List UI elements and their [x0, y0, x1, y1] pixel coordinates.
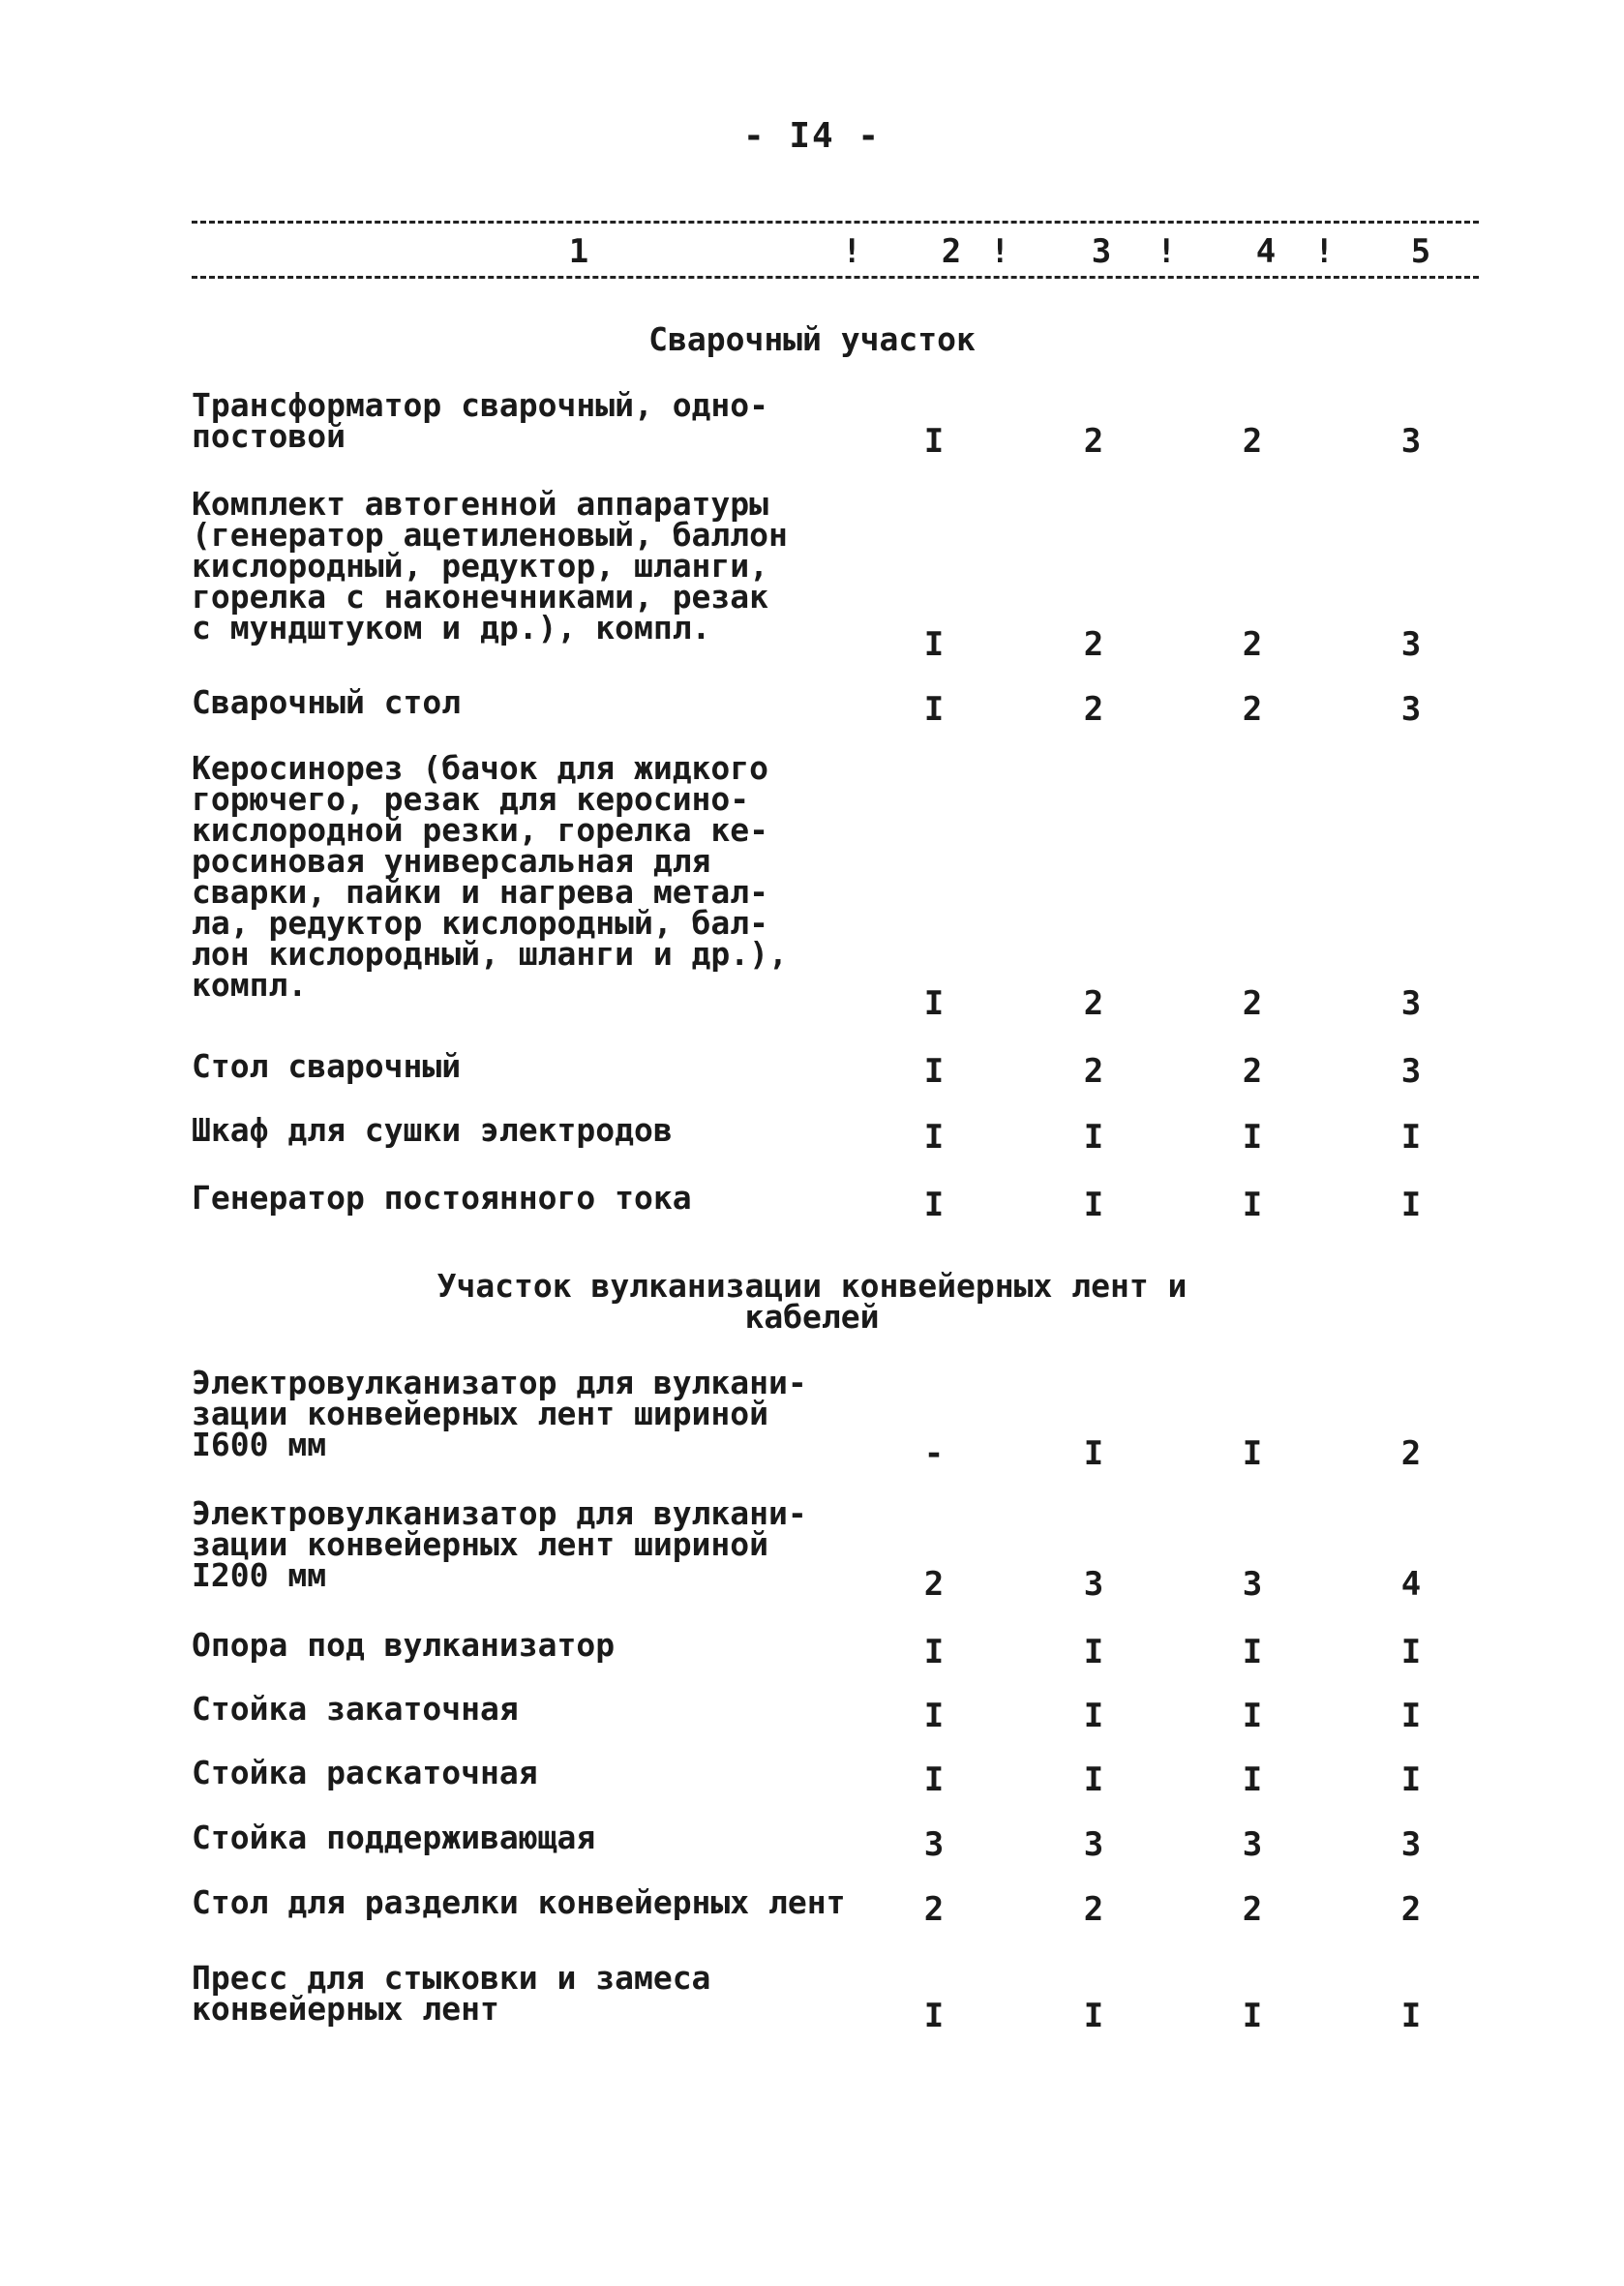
value-col-2: I [923, 984, 945, 1023]
value-col-2: 2 [923, 1890, 945, 1929]
table-row [192, 683, 1479, 729]
value-col-5: 3 [1400, 690, 1422, 729]
page-number: - I4 - [742, 116, 882, 156]
value-col-3: 2 [1083, 422, 1104, 461]
table-row [192, 1047, 1479, 1091]
column-header-4: 4 [1255, 232, 1277, 271]
item-name: Стойка закаточная [192, 1690, 519, 1728]
column-header-1: 1 [568, 232, 589, 271]
item-name: Опора под вулканизатор [192, 1626, 616, 1664]
value-col-5: 3 [1400, 422, 1422, 461]
value-col-3: 3 [1083, 1825, 1104, 1864]
table-row [192, 1883, 1479, 1929]
item-name: Сварочный стол [192, 683, 462, 721]
item-name: Стол сварочный [192, 1047, 462, 1085]
item-name: Трансформатор сварочный, одно- постовой [192, 386, 769, 455]
value-col-3: I [1083, 1760, 1104, 1799]
column-header-5: 5 [1410, 232, 1431, 271]
value-col-5: 2 [1400, 1890, 1422, 1929]
value-col-3: I [1083, 1118, 1104, 1157]
item-name: Керосинорез (бачок для жидкого горючего, резак для керосино- кислородной резки, горелка ке- росиновая универсальная для сварки, пайки и нагрева метал- ла, редуктор кислородный, бал- лон кислородный, шланги и др.), компл. [192, 749, 788, 1004]
value-col-2: I [923, 1760, 945, 1799]
value-col-2: I [923, 1997, 945, 2035]
value-col-4: I [1242, 1186, 1263, 1224]
value-col-5: I [1400, 1633, 1422, 1671]
table-row [192, 1626, 1479, 1671]
value-col-3: 2 [1083, 1890, 1104, 1929]
column-header-2: 2 [941, 232, 962, 271]
table-header-top-rule [192, 221, 1479, 224]
value-col-2: I [923, 625, 945, 664]
value-col-2: I [923, 690, 945, 729]
value-col-3: I [1083, 1997, 1104, 2035]
value-col-4: 2 [1242, 422, 1263, 461]
value-col-3: I [1083, 1434, 1104, 1473]
value-col-3: 2 [1083, 984, 1104, 1023]
value-col-5: 3 [1400, 1825, 1422, 1864]
value-col-5: 2 [1400, 1434, 1422, 1473]
item-name: Стол для разделки конвейерных лент [192, 1883, 846, 1921]
table-row [192, 1819, 1479, 1864]
value-col-4: I [1242, 1633, 1263, 1671]
value-col-2: 2 [923, 1565, 945, 1604]
table-row [192, 1690, 1479, 1735]
value-col-2: I [923, 1052, 945, 1091]
value-col-5: I [1400, 1697, 1422, 1735]
value-col-4: I [1242, 1760, 1263, 1799]
value-col-3: I [1083, 1186, 1104, 1224]
value-col-4: I [1242, 1434, 1263, 1473]
table-header-bottom-rule [192, 276, 1479, 279]
value-col-5: 3 [1400, 984, 1422, 1023]
section-title: Участок вулканизации конвейерных лент и кабелей [436, 1267, 1188, 1336]
value-col-4: I [1242, 1118, 1263, 1157]
value-col-4: 3 [1242, 1825, 1263, 1864]
value-col-4: 2 [1242, 984, 1263, 1023]
table-row [192, 485, 1479, 664]
table-row [192, 1754, 1479, 1799]
table-row [192, 1364, 1479, 1473]
item-name: Комплект автогенной аппаратуры (генератор ацетиленовый, баллон кислородный, редуктор, шланги, горелка с наконечниками, резак с мундштуком и др.), компл. [192, 485, 788, 647]
column-header-3: 3 [1091, 232, 1112, 271]
value-col-4: 2 [1242, 1052, 1263, 1091]
value-col-5: I [1400, 1760, 1422, 1799]
value-col-4: I [1242, 1697, 1263, 1735]
value-col-5: I [1400, 1186, 1422, 1224]
column-separator: ! [1314, 232, 1335, 271]
value-col-3: 3 [1083, 1565, 1104, 1604]
value-col-5: I [1400, 1997, 1422, 2035]
column-separator: ! [990, 232, 1010, 271]
value-col-2: 3 [923, 1825, 945, 1864]
value-col-2: I [923, 1118, 945, 1157]
table-row [192, 1959, 1479, 2035]
value-col-2: I [923, 1697, 945, 1735]
item-name: Стойка поддерживающая [192, 1819, 596, 1856]
value-col-2: I [923, 422, 945, 461]
value-col-2: - [923, 1434, 945, 1473]
value-col-4: I [1242, 1997, 1263, 2035]
value-col-3: I [1083, 1633, 1104, 1671]
table-row [192, 386, 1479, 461]
item-name: Электровулканизатор для вулкани- зации конвейерных лент шириной I600 мм [192, 1364, 807, 1463]
item-name: Электровулканизатор для вулкани- зации конвейерных лент шириной I200 мм [192, 1494, 807, 1594]
value-col-5: 4 [1400, 1565, 1422, 1604]
value-col-4: 2 [1242, 690, 1263, 729]
table-row [192, 1494, 1479, 1604]
table-row [192, 749, 1479, 1023]
value-col-3: 2 [1083, 625, 1104, 664]
value-col-3: 2 [1083, 690, 1104, 729]
item-name: Стойка раскаточная [192, 1754, 538, 1791]
item-name: Генератор постоянного тока [192, 1179, 692, 1217]
item-name: Шкаф для сушки электродов [192, 1111, 673, 1149]
section-title: Сварочный участок [648, 320, 976, 358]
table-row [192, 1111, 1479, 1157]
value-col-2: I [923, 1186, 945, 1224]
value-col-5: 3 [1400, 625, 1422, 664]
table-row [192, 1179, 1479, 1224]
column-separator: ! [1157, 232, 1177, 271]
value-col-4: 3 [1242, 1565, 1263, 1604]
value-col-3: 2 [1083, 1052, 1104, 1091]
item-name: Пресс для стыковки и замеса конвейерных лент [192, 1959, 711, 2028]
value-col-4: 2 [1242, 625, 1263, 664]
value-col-2: I [923, 1633, 945, 1671]
table-column-header [192, 232, 1479, 271]
column-separator: ! [842, 232, 862, 271]
value-col-5: I [1400, 1118, 1422, 1157]
value-col-5: 3 [1400, 1052, 1422, 1091]
value-col-4: 2 [1242, 1890, 1263, 1929]
value-col-3: I [1083, 1697, 1104, 1735]
